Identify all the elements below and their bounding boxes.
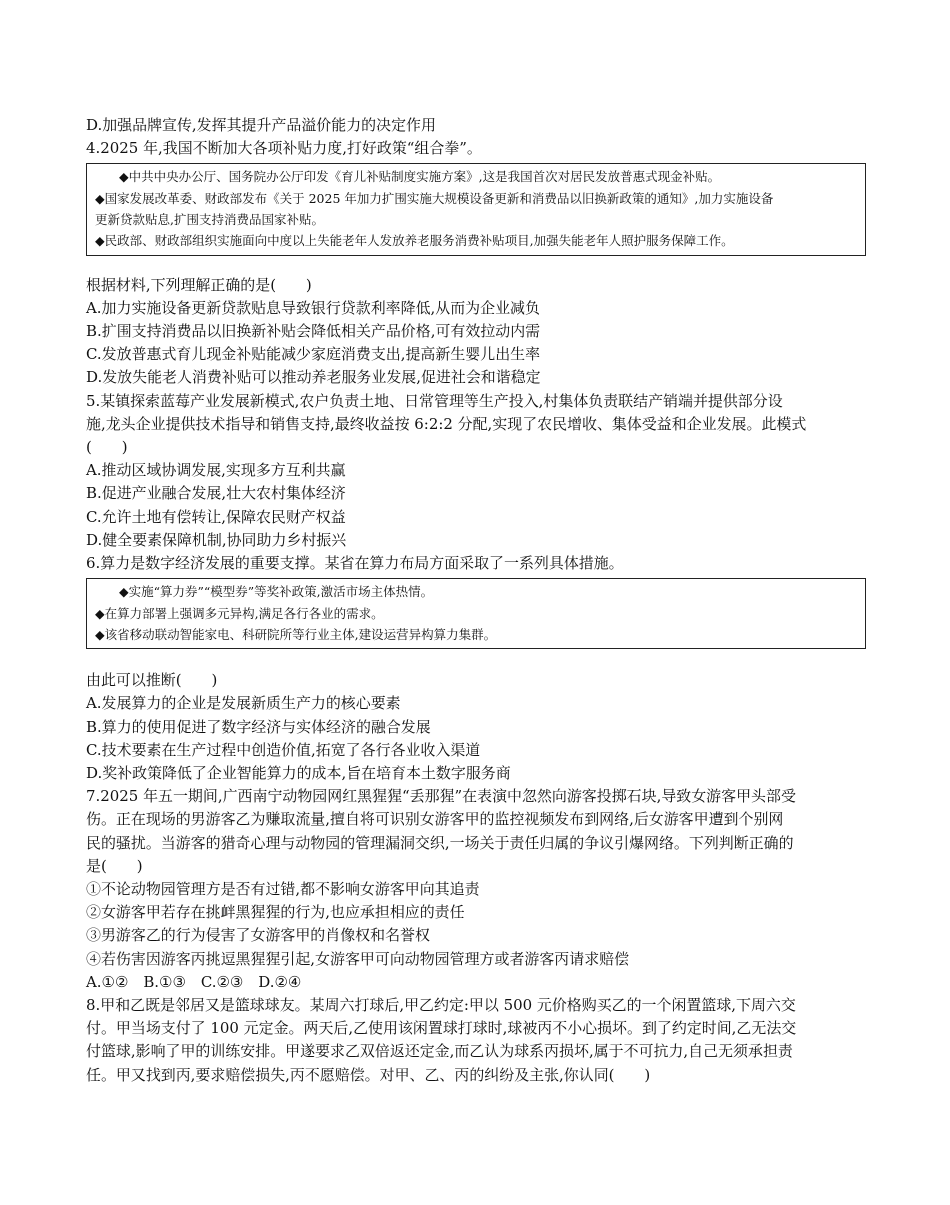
q5-stem-line: 施,龙头企业提供技术指导和销售支持,最终收益按 6:2:2 分配,实现了农民增收、集体受益和企业发展。此模式 bbox=[86, 414, 807, 433]
q4-material-item: ◆中共中央办公厅、国务院办公厅印发《育儿补贴制度实施方案》,这是我国首次对居民发放普惠式现金补贴。 bbox=[119, 169, 721, 185]
q4-material-item: ◆国家发展改革委、财政部发布《关于 2025 年加力扩围实施大规模设备更新和消费品以旧换新政策的通知》,加力实施设备 bbox=[95, 190, 774, 206]
q6-material-box bbox=[86, 578, 866, 649]
document-page bbox=[86, 114, 866, 1087]
q4-option-c: C.发放普惠式育儿现金补贴能减少家庭消费支出,提高新生婴儿出生率 bbox=[86, 345, 541, 364]
q5-stem-line: ( ) bbox=[86, 438, 128, 457]
q7-stem-line: 是( ) bbox=[86, 856, 143, 875]
q5-option-d: D.健全要素保障机制,协同助力乡村振兴 bbox=[86, 530, 347, 549]
q6-material-item: ◆实施“算力券”“模型券”等奖补政策,激活市场主体热情。 bbox=[119, 584, 434, 600]
q7-statement-4: ④若伤害因游客丙挑逗黑猩猩引起,女游客甲可向动物园管理方或者游客丙请求赔偿 bbox=[86, 949, 630, 968]
q8-stem-line: 付。甲当场支付了 100 元定金。两天后,乙使用该闲置球打球时,球被丙不小心损坏。到了约定时间,乙无法交 bbox=[86, 1019, 797, 1038]
q6-option-b: B.算力的使用促进了数字经济与实体经济的融合发展 bbox=[86, 717, 431, 736]
q8-stem-line: 任。甲又找到丙,要求赔偿损失,丙不愿赔偿。对甲、乙、丙的纠纷及主张,你认同( ) bbox=[86, 1065, 651, 1084]
q7-stem-line: 民的骚扰。当游客的猎奇心理与动物园的管理漏洞交织,一场关于责任归属的争议引爆网络。下列判断正确的 bbox=[86, 833, 794, 852]
q6-material-item: ◆该省移动联动智能家电、科研院所等行业主体,建设运营异构算力集群。 bbox=[95, 626, 497, 642]
q6-stem: 6.算力是数字经济发展的重要支撑。某省在算力布局方面采取了一系列具体措施。 bbox=[86, 554, 624, 573]
q6-option-a: A.发展算力的企业是发展新质生产力的核心要素 bbox=[86, 694, 401, 713]
q5-option-b: B.促进产业融合发展,壮大农村集体经济 bbox=[86, 484, 346, 503]
q4-material-item: ◆民政部、财政部组织实施面向中度以上失能老年人发放养老服务消费补贴项目,加强失能老年人照护服务保障工作。 bbox=[95, 233, 734, 249]
q4-stem: 4.2025 年,我国不断加大各项补贴力度,打好政策“组合拳”。 bbox=[86, 139, 482, 158]
q7-stem-line: 7.2025 年五一期间,广西南宁动物园网红黑猩猩“丢那猩”在表演中忽然向游客投掷石块,导致女游客甲头部受 bbox=[86, 787, 796, 806]
q4-material-item: 更新贷款贴息,扩围支持消费品国家补贴。 bbox=[95, 212, 324, 227]
q7-stem-line: 伤。正在现场的男游客乙为赚取流量,擅自将可识别女游客甲的监控视频发布到网络,后女游客甲遭到个别网 bbox=[86, 810, 784, 829]
question-8 bbox=[86, 994, 866, 1087]
q6-option-d: D.奖补政策降低了企业智能算力的成本,旨在培育本土数字服务商 bbox=[86, 763, 511, 782]
q7-choices: A.①② B.①③ C.②③ D.②④ bbox=[86, 972, 302, 991]
q4-option-a: A.加力实施设备更新贷款贴息导致银行贷款利率降低,从而为企业减负 bbox=[86, 298, 540, 317]
q7-statement-1: ①不论动物园管理方是否有过错,都不影响女游客甲向其追责 bbox=[86, 879, 480, 898]
question-7 bbox=[86, 785, 866, 994]
q6-material-item: ◆在算力部署上强调多元异构,满足各行各业的需求。 bbox=[95, 605, 384, 621]
question-4 bbox=[86, 137, 866, 389]
q7-statement-2: ②女游客甲若存在挑衅黑猩猩的行为,也应承担相应的责任 bbox=[86, 903, 465, 922]
q7-statement-3: ③男游客乙的行为侵害了女游客甲的肖像权和名誉权 bbox=[86, 926, 430, 945]
q4-question: 根据材料,下列理解正确的是( ) bbox=[86, 275, 312, 294]
q5-stem-line: 5.某镇探索蓝莓产业发展新模式,农户负责土地、日常管理等生产投入,村集体负责联结产销端并提供部分设 bbox=[86, 391, 783, 410]
q5-option-a: A.推动区域协调发展,实现多方互利共赢 bbox=[86, 461, 346, 480]
q4-option-b: B.扩围支持消费品以旧换新补贴会降低相关产品价格,可有效拉动内需 bbox=[86, 322, 541, 340]
question-6 bbox=[86, 552, 866, 785]
question-5 bbox=[86, 390, 866, 552]
q8-stem-line: 付篮球,影响了甲的训练安排。甲遂要求乙双倍返还定金,而乙认为球系丙损坏,属于不可抗力,自己无须承担责 bbox=[86, 1042, 793, 1061]
q3-option-d: D.加强品牌宣传,发挥其提升产品溢价能力的决定作用 bbox=[86, 116, 436, 134]
q5-option-c: C.允许土地有偿转让,保障农民财产权益 bbox=[86, 507, 346, 526]
q6-option-c: C.技术要素在生产过程中创造价值,拓宽了各行各业收入渠道 bbox=[86, 740, 481, 759]
q8-stem-line: 8.甲和乙既是邻居又是篮球球友。某周六打球后,甲乙约定:甲以 500 元价格购买乙的一个闲置篮球,下周六交 bbox=[86, 995, 796, 1014]
q4-material-box bbox=[86, 163, 866, 255]
q4-option-d: D.发放失能老人消费补贴可以推动养老服务业发展,促进社会和谐稳定 bbox=[86, 368, 541, 387]
q6-question: 由此可以推断( ) bbox=[86, 671, 218, 690]
